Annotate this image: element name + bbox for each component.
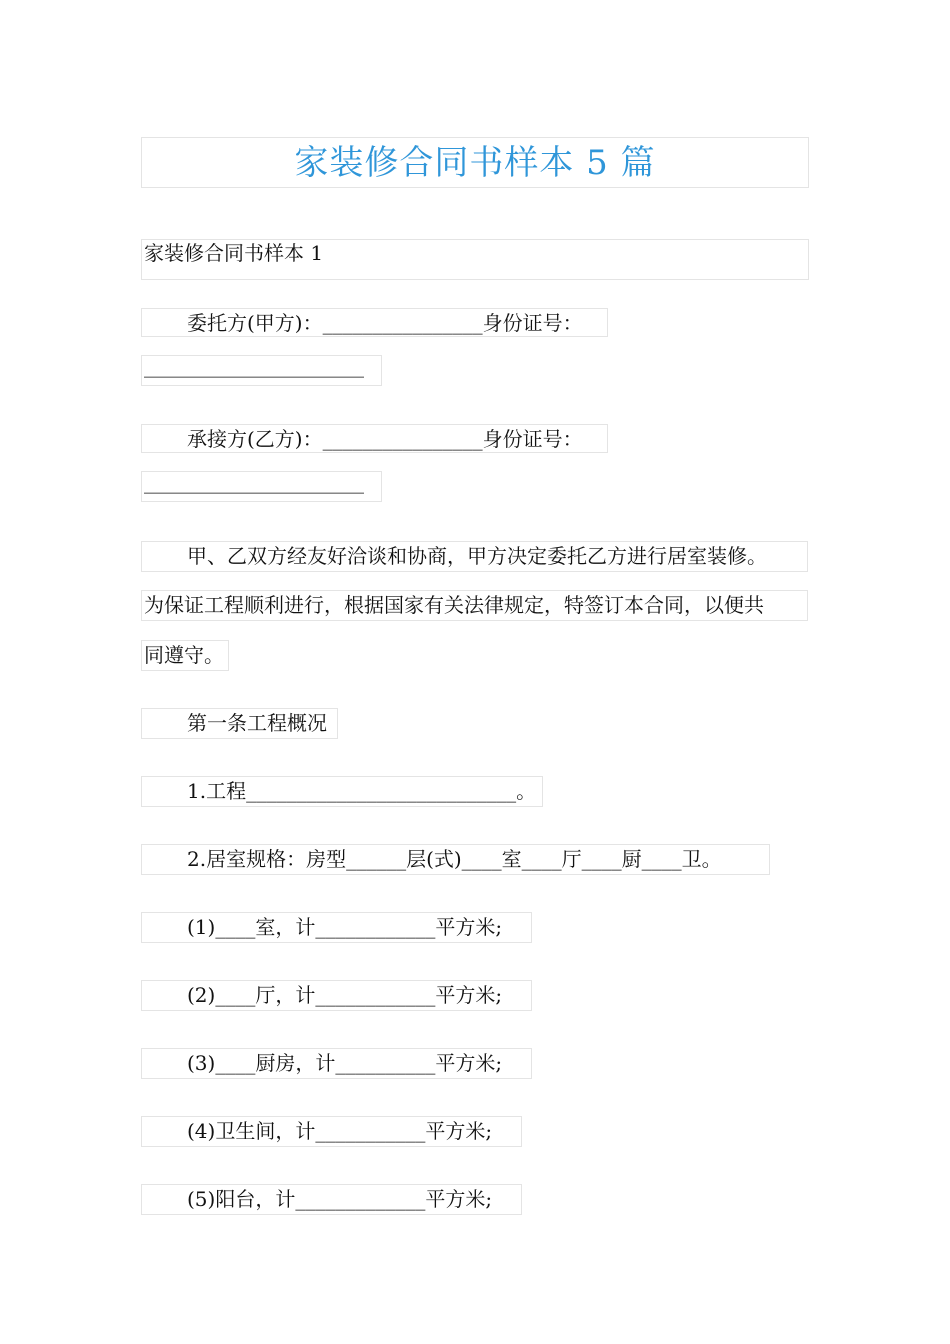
intro-line-3-text: 同遵守。	[144, 643, 224, 667]
item-spec-text: 2.居室规格：房型______层(式)____室____厅____厨____卫。	[187, 847, 722, 871]
item-project	[141, 776, 543, 807]
title-box	[141, 137, 809, 188]
article1-heading-text: 第一条工程概况	[187, 711, 327, 735]
item-project-text: 1.工程___________________________。	[187, 779, 537, 803]
contractor-id-blank	[141, 471, 382, 502]
contractor-line	[141, 424, 608, 453]
client-id-blank-text: ______________________	[144, 355, 364, 378]
intro-line-2-text: 为保证工程顺利进行，根据国家有关法律规定，特签订本合同，以便共	[144, 593, 764, 617]
contractor-line-text: 承接方(乙方)：________________身份证号：	[187, 427, 583, 451]
item-room-text: (1)____室，计____________平方米;	[187, 915, 503, 939]
intro-line-1-text: 甲、乙双方经友好洽谈和协商，甲方决定委托乙方进行居室装修。	[187, 544, 767, 568]
item-balcony-text: (5)阳台，计_____________平方米;	[187, 1187, 493, 1211]
item-bathroom	[141, 1116, 522, 1147]
section-heading-text: 家装修合同书样本 1	[144, 241, 324, 265]
intro-line-1	[141, 541, 808, 572]
item-kitchen	[141, 1048, 532, 1079]
article1-heading	[141, 708, 338, 739]
intro-line-3	[141, 640, 229, 671]
item-hall-text: (2)____厅，计____________平方米;	[187, 983, 503, 1007]
item-balcony	[141, 1184, 522, 1215]
section-heading	[141, 239, 809, 280]
item-bathroom-text: (4)卫生间，计___________平方米;	[187, 1119, 493, 1143]
item-spec	[141, 844, 770, 875]
client-line-text: 委托方(甲方)：________________身份证号：	[187, 311, 583, 335]
item-room	[141, 912, 532, 943]
item-hall	[141, 980, 532, 1011]
item-kitchen-text: (3)____厨房，计__________平方米;	[187, 1051, 503, 1075]
document-title: 家装修合同书样本 5 篇	[294, 143, 656, 183]
intro-line-2	[141, 590, 808, 621]
client-id-blank	[141, 355, 382, 386]
contractor-id-blank-text: ______________________	[144, 471, 364, 494]
client-line	[141, 308, 608, 337]
